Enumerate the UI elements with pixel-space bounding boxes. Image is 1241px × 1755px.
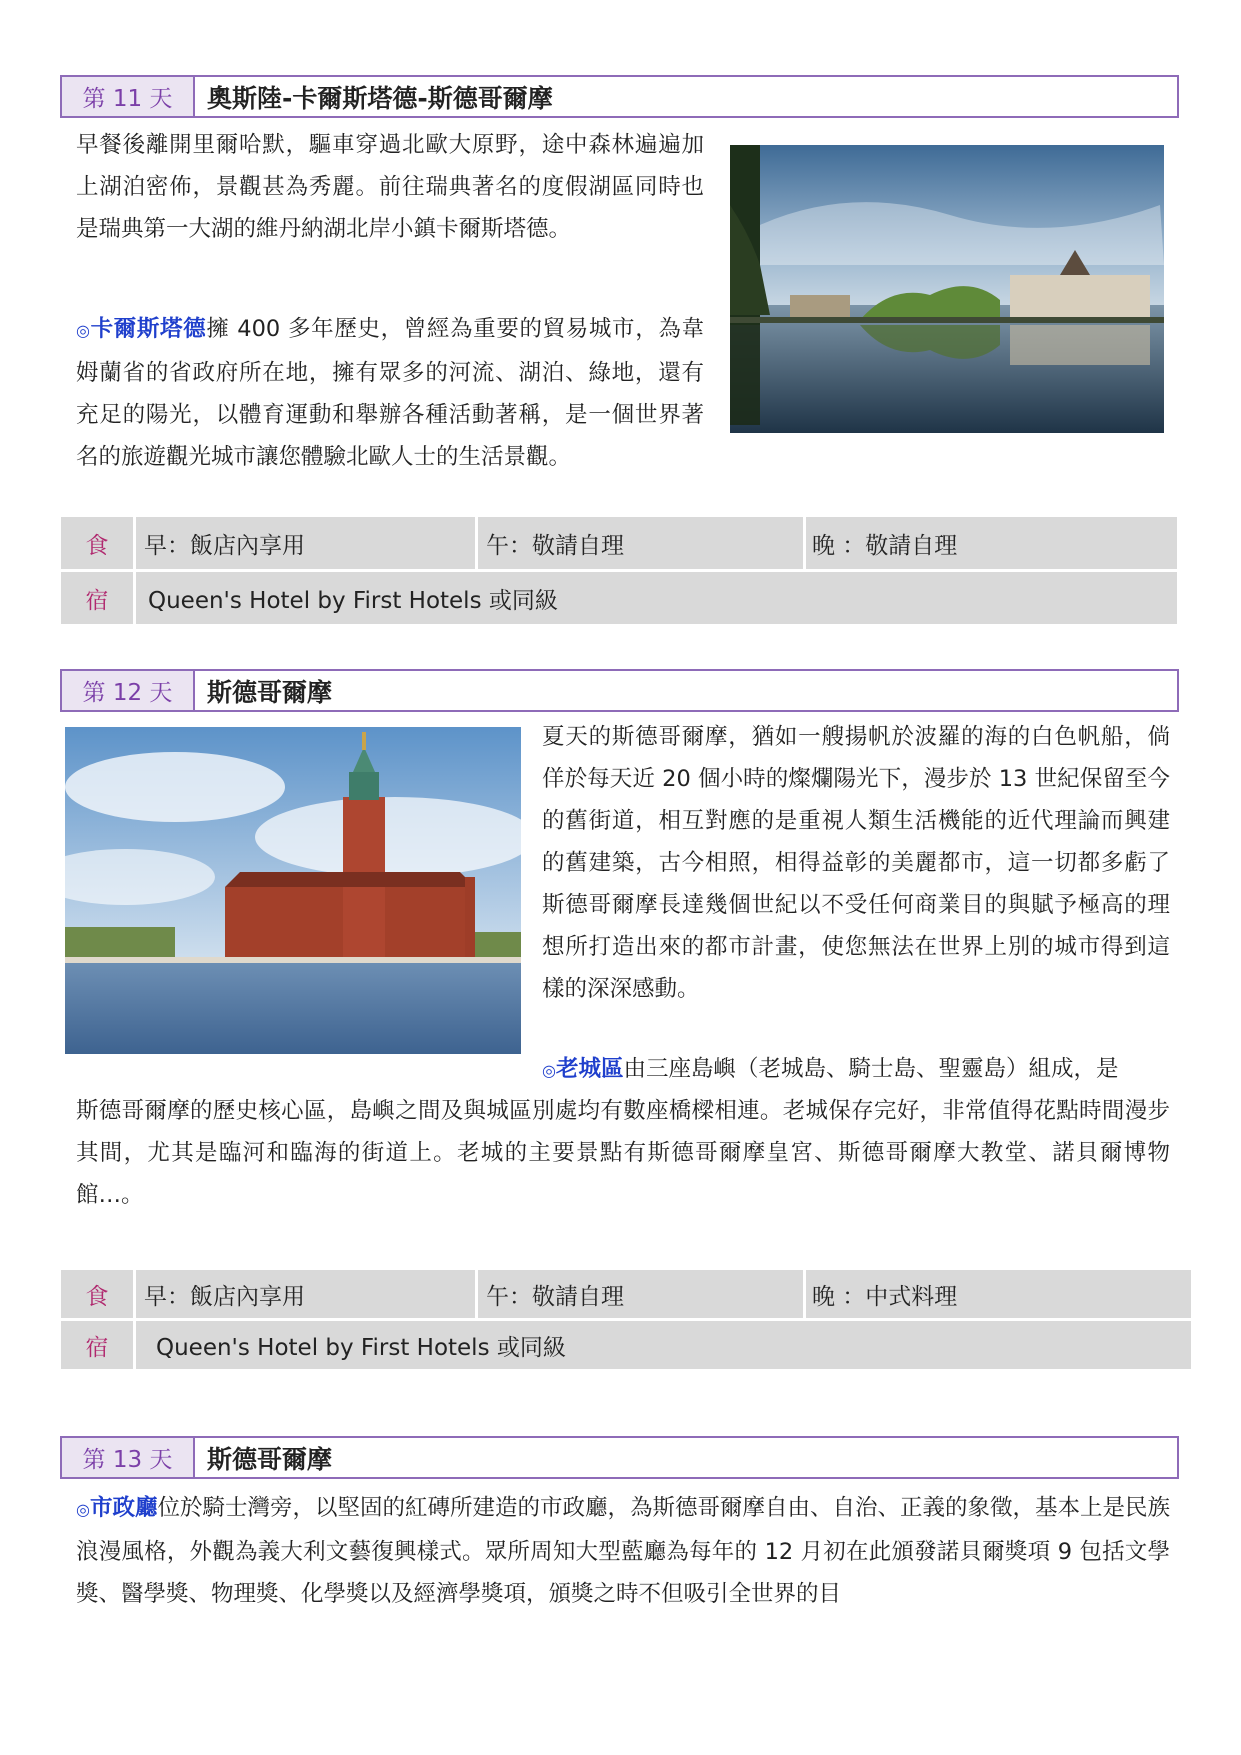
day-12-spot-rest: 斯德哥爾摩的歷史核心區，島嶼之間及與城區別處均有數座橋樑相連。老城保存完好，非常值得花點時間漫步其間，尤其是臨河和臨海的街道上。老城的主要景點有斯德哥爾摩皇宮、斯德哥爾摩大教堂、諾貝爾博物館…。 <box>76 1098 1170 1208</box>
breakfast: 早：飯店內享用 <box>133 517 475 569</box>
karlstad-lake-photo <box>730 145 1164 433</box>
lunch: 午：敬請自理 <box>475 1270 803 1318</box>
day-12-hotel-row <box>61 1321 1191 1369</box>
day-12-intro: 夏天的斯德哥爾摩，猶如一艘揚帆於波羅的海的白色帆船，倘佯於每天近 20 個小時的燦爛陽光下，漫步於 13 世紀保留至今的舊街道，相互對應的是重視人類生活機能的近代理論而興建的舊建築，古今相照，相得益彰的美麗都市，這一切都多虧了斯德哥爾摩長達幾個世紀以不受任何商業目的與賦予極高的理想所打造出來的都市計畫，使您無法在世界上別的城市得到這樣的深深感動。 <box>542 724 1170 1002</box>
day-number: 第 11 天 <box>62 77 195 116</box>
day-11-spot-paragraph <box>76 308 704 478</box>
day-11-hotel-row <box>61 572 1177 624</box>
spot-name: 老城區 <box>555 1056 624 1082</box>
day-11-meal-row <box>61 517 1177 569</box>
hotel-key: 宿 <box>61 572 133 624</box>
spot-text: 由三座島嶼（老城島、騎士島、聖靈島）組成，是 <box>623 1056 1119 1082</box>
spot-name: 卡爾斯塔德 <box>90 316 207 342</box>
spot-name: 市政廳 <box>89 1495 158 1521</box>
day-11-header <box>60 75 1179 118</box>
hotel: Queen's Hotel by First Hotels 或同級 <box>133 572 1177 624</box>
lunch: 午：敬請自理 <box>475 517 803 569</box>
day-12-meal-row <box>61 1270 1191 1318</box>
day-number: 第 12 天 <box>62 671 195 710</box>
dinner: 晚 ：中式料理 <box>803 1270 1191 1318</box>
spot-marker-icon: ◎ <box>76 321 91 340</box>
hotel: Queen's Hotel by First Hotels 或同級 <box>133 1321 1191 1369</box>
hotel-key: 宿 <box>61 1321 133 1369</box>
spot-marker-icon: ◎ <box>76 1500 90 1519</box>
day-13-spot-paragraph <box>76 1487 1170 1615</box>
stockholm-city-hall-photo <box>65 727 521 1054</box>
breakfast: 早：飯店內享用 <box>133 1270 475 1318</box>
spot-text: 擁 400 多年歷史，曾經為重要的貿易城市，為韋姆蘭省的省政府所在地，擁有眾多的河流、湖泊、綠地，還有充足的陽光，以體育運動和舉辦各種活動著稱，是一個世界著名的旅遊觀光城市讓您體驗北歐人士的生活景觀。 <box>76 316 704 470</box>
meal-key: 食 <box>61 1270 133 1318</box>
day-11-intro: 早餐後離開里爾哈默，驅車穿過北歐大原野，途中森林遍遍加上湖泊密佈，景觀甚為秀麗。前往瑞典著名的度假湖區同時也是瑞典第一大湖的維丹納湖北岸小鎮卡爾斯塔德。 <box>76 132 704 242</box>
day-12-header <box>60 669 1179 712</box>
day-12-spot-first-line <box>542 1048 1170 1092</box>
day-13-header <box>60 1436 1179 1479</box>
day-number: 第 13 天 <box>62 1438 195 1477</box>
dinner: 晚 ：敬請自理 <box>803 517 1177 569</box>
spot-text: 位於騎士灣旁，以堅固的紅磚所建造的市政廳，為斯德哥爾摩自由、自治、正義的象徵，基本上是民族浪漫風格，外觀為義大利文藝復興樣式。眾所周知大型藍廳為每年的 12 月初在此頒發諾貝爾獎項 9 包括文學獎、醫學獎、物理獎、化學獎以及經濟學獎項，頒獎之時不但吸引全世界的目 <box>76 1495 1170 1607</box>
spot-marker-icon: ◎ <box>542 1061 556 1080</box>
day-title: 斯德哥爾摩 <box>207 677 333 707</box>
meal-key: 食 <box>61 517 133 569</box>
day-title: 斯德哥爾摩 <box>207 1444 333 1474</box>
day-title: 奧斯陸-卡爾斯塔德-斯德哥爾摩 <box>207 83 553 113</box>
